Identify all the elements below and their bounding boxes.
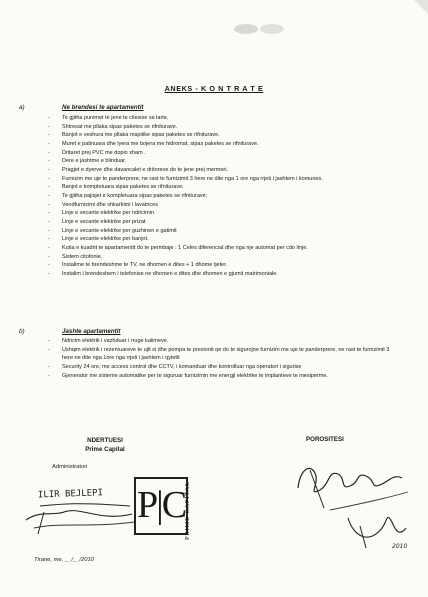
prime-capital-logo xyxy=(134,477,188,535)
client-heading: POROSITESI xyxy=(306,436,344,443)
signature-year: 2010 xyxy=(392,543,408,550)
list-item: - Pragjet e dyerve dhe davancalet e dritoreve do te jene prej mermeri. xyxy=(44,166,399,175)
section-a-heading: Ne brendesi te apartamentit xyxy=(62,104,144,111)
list-item: - Shtresat me pllaka sipas paketes se rifniturave. xyxy=(44,123,399,132)
list-item: - Instalim i brendeshem i telefonise ne dhomen e dites dhe dhomen e gjumit matrimoniale. xyxy=(44,270,399,279)
scan-punch-hole-top xyxy=(232,21,260,37)
client-handwritten-signature xyxy=(290,448,420,558)
section-b-heading: Jashte apartamentit xyxy=(62,328,121,335)
logo-vertical-text: PRIME CAPITAL xyxy=(184,481,191,540)
logo-letters: P|C xyxy=(136,484,186,526)
builder-block xyxy=(60,436,150,454)
list-item: - Vendfurnizimi dhe shkarkimi i lavatrices xyxy=(44,201,399,210)
list-item: - Linje e vecante elektrike per banjot. xyxy=(44,235,399,244)
svg-text:ILIR BEJLEPI: ILIR BEJLEPI xyxy=(37,488,104,501)
list-item: - Kutia e kuadrit te apartamentit do te permbaje : 1 Celes diferencial dhe nga nje automat per cdo linje. xyxy=(44,244,399,253)
builder-handwritten-signature xyxy=(20,476,140,538)
list-item: - Te gjitha punimet te jene te cilesise se larte. xyxy=(44,114,399,123)
list-item: - Furnizim me uje te panderprere, ne rast te furnizimit 3 here ne dite nga 1 ore nga rrjeti i jashtem i komunes. xyxy=(44,175,399,184)
list-item: - Ushqim elektrik i rezervuareve te ujit si dhe pompa te presionit qe do te sigurojne furnizim me uje te panderprere, ne rast te furnizimit 3 here ne dite nga 1ore nga rrjeti i jashtem i qytetit xyxy=(44,346,399,363)
list-item: - Sistem citofonie. xyxy=(44,253,399,262)
section-b-label: b) xyxy=(19,328,25,335)
list-item: - Ndricim elektrik i vazhduar i rruge kalimeve. xyxy=(44,337,399,346)
administrator-label: Administratori xyxy=(52,464,88,470)
builder-heading: NDERTUESI xyxy=(87,437,123,444)
builder-company: Prime Capital xyxy=(85,446,125,453)
section-b-list xyxy=(44,337,399,380)
list-item: - Banjot e veshura me pllaka majolike sipas paketes se rifniturave. xyxy=(44,131,399,140)
list-item: - Security 24 ore, me access control dhe CCTV, i komanduar dhe kontrolluar nga operatori i sigurise xyxy=(44,363,399,372)
list-item: - Dere e jashtme e blinduar. xyxy=(44,157,399,166)
list-item: - Dritaret prej PVC me dopio xham . xyxy=(44,149,399,158)
list-item: - Linje e vecante elektrike per guzhinen e gatimit xyxy=(44,227,399,236)
footer-place-date: Tirane, me. __/__/2010 xyxy=(34,557,94,563)
list-item: - Instalime te brendeshme te TV, ne dhomen e dites + 1 dhome tjeter. xyxy=(44,261,399,270)
section-a-label: a) xyxy=(19,104,25,111)
scan-corner-mark xyxy=(410,0,428,18)
list-item: - Gjenerator me sisteme automatike per te siguruar furnizimin me energji elektrike te implanteve te mesiperme. xyxy=(44,372,399,381)
list-item: - Linje e vecante elektrike per ndricimin xyxy=(44,209,399,218)
list-item: - Banjot e kompletuara sipas paketes se rifniturave. xyxy=(44,183,399,192)
document-title: ANEKS - K O N T R A T E xyxy=(164,84,264,93)
scan-punch-hole-top-right xyxy=(258,21,286,37)
list-item: - Linje e vecante elektrike per prizat xyxy=(44,218,399,227)
list-item: - Te gjitha pajisjet e kompletuara sipas paketes se rifniturave; xyxy=(44,192,399,201)
list-item: - Muret e patinuara dhe lyera me bojera me hidromat, sipas paketes se rifniturave. xyxy=(44,140,399,149)
section-a-list xyxy=(44,114,399,278)
